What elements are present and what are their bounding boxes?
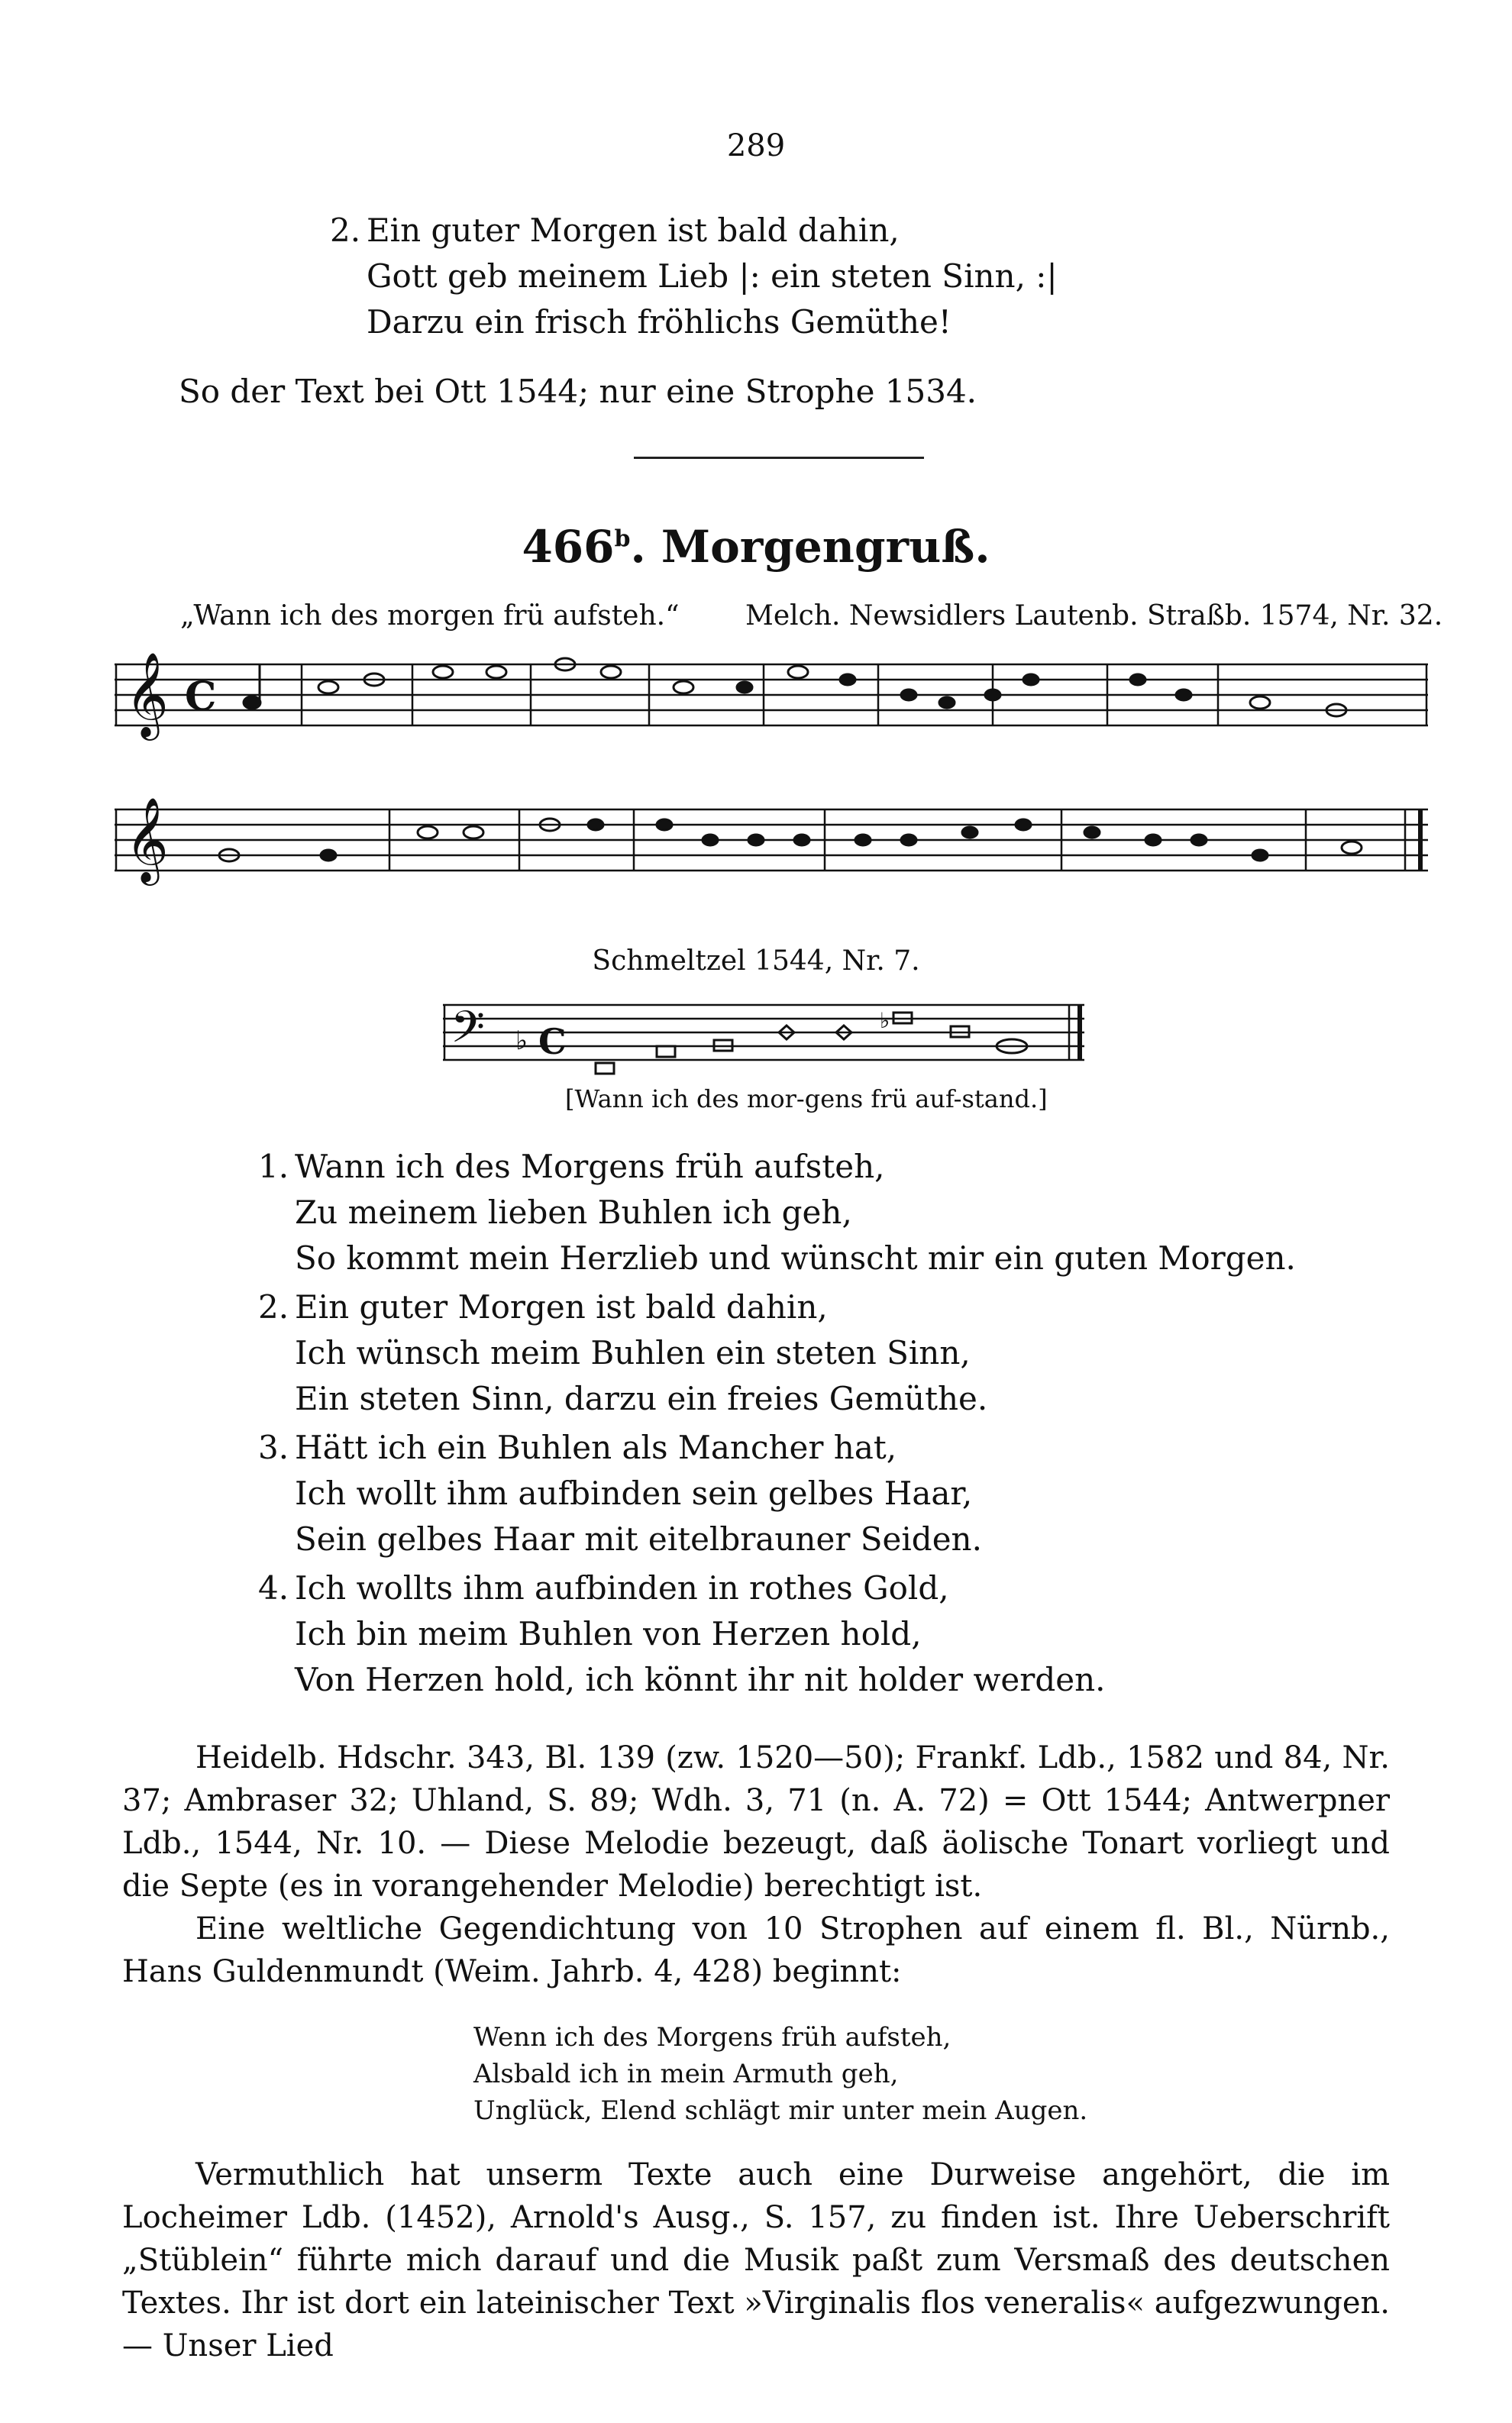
- commentary-block-2: [122, 2153, 1390, 2367]
- song-number: 466: [522, 521, 615, 573]
- stanza: [258, 1144, 1296, 1281]
- stanza-number: 4.: [258, 1569, 289, 1607]
- svg-text:𝄞: 𝄞: [125, 796, 169, 882]
- music-staff-2: [115, 787, 1428, 901]
- commentary-block-1: [122, 1736, 1390, 1993]
- quote-line: Wenn ich des Morgens früh aufsteh,: [473, 2022, 951, 2053]
- second-source: Schmeltzel 1544, Nr. 7.: [592, 945, 920, 977]
- stanza-number: 3.: [258, 1429, 289, 1466]
- section-divider: [634, 457, 924, 459]
- svg-text:♭: ♭: [880, 1008, 890, 1033]
- stanza-line: Ich wollts ihm aufbinden in rothes Gold,: [295, 1569, 949, 1607]
- stanza-line: So kommt mein Herzlieb und wünscht mir ein guten Morgen.: [295, 1239, 1296, 1277]
- commentary-paragraph: Vermuthlich hat unserm Texte auch eine Durweise angehört, die im Locheimer Ldb. (1452), Arnold's Ausg., S. 157, zu finden ist. Ihre Ueberschrift „Stüblein“ führte mich darauf und die Musik paßt zum Versmaß des deutschen Textes. Ihr ist dort ein lateinischer Text »Virginalis flos veneralis« aufgezwungen. — Unser Lied: [122, 2157, 1390, 2363]
- stanza-line: Ich bin meim Buhlen von Herzen hold,: [295, 1615, 922, 1652]
- prev-song-note: So der Text bei Ott 1544; nur eine Strophe 1534.: [179, 373, 977, 410]
- second-source-lyric: [Wann ich des mor-gens frü auf-stand.]: [565, 1084, 1048, 1113]
- verse-line: Gott geb meinem Lieb |: ein steten Sinn, :|: [367, 257, 1058, 295]
- melody-source: Melch. Newsidlers Lautenb. Straßb. 1574, Nr. 32.: [745, 600, 1443, 632]
- quote-line: Alsbald ich in mein Armuth geh,: [473, 2059, 899, 2089]
- stanza-line: Wann ich des Morgens früh aufsteh,: [295, 1148, 885, 1185]
- svg-text:♭: ♭: [515, 1026, 528, 1056]
- stanza: [258, 1284, 1296, 1422]
- music-staff-1: [115, 641, 1428, 756]
- verse-line: Ein guter Morgen ist bald dahin,: [367, 212, 900, 249]
- svg-text:C: C: [538, 1021, 567, 1062]
- stanza-line: Zu meinem lieben Buhlen ich geh,: [295, 1194, 852, 1231]
- stanza: [258, 1425, 1296, 1562]
- stanza-number: 2.: [258, 1288, 289, 1326]
- stanza-line: Von Herzen hold, ich könnt ihr nit holder werden.: [295, 1661, 1106, 1698]
- quoted-verse: [473, 2019, 1087, 2129]
- stanza-line: Hätt ich ein Buhlen als Mancher hat,: [295, 1429, 897, 1466]
- music-staff-3: [443, 990, 1084, 1081]
- song-title-text: Morgengruß.: [661, 521, 990, 573]
- svg-text:C: C: [185, 674, 217, 720]
- stanzas: [258, 1144, 1296, 1703]
- verse-number: 2.: [330, 212, 361, 249]
- song-number-suffix: b: [614, 525, 631, 553]
- stanza-number: 1.: [258, 1148, 289, 1185]
- song-title: 466$^b$. Morgengruß.: [522, 521, 990, 573]
- stanza: [258, 1565, 1296, 1703]
- commentary-paragraph: Eine weltliche Gegendichtung von 10 Strophen auf einem fl. Bl., Nürnb., Hans Guldenmundt (Weim. Jahrb. 4, 428) beginnt:: [122, 1911, 1390, 1989]
- commentary-paragraph: Heidelb. Hdschr. 343, Bl. 139 (zw. 1520—50); Frankf. Ldb., 1582 und 84, Nr. 37; Ambraser 32; Uhland, S. 89; Wdh. 3, 71 (n. A. 72) = Ott 1544; Antwerpner Ldb., 1544, Nr. 10. — Diese Melodie bezeugt, daß äolische Tonart vorliegt und die Septe (es in vorangehender Melodie) berechtigt ist.: [122, 1740, 1390, 1904]
- stanza-line: Sein gelbes Haar mit eitelbrauner Seiden.: [295, 1520, 982, 1558]
- svg-text:𝄞: 𝄞: [125, 651, 169, 737]
- stanza-line: Ich wollt ihm aufbinden sein gelbes Haar,: [295, 1475, 973, 1512]
- svg-text:𝄢: 𝄢: [451, 1001, 486, 1064]
- stanza-line: Ein steten Sinn, darzu ein freies Gemüthe.: [295, 1380, 988, 1417]
- song-incipit: „Wann ich des morgen frü aufsteh.“: [180, 600, 680, 632]
- verse-line: Darzu ein frisch fröhlichs Gemüthe!: [367, 303, 951, 341]
- page-number: 289: [726, 128, 786, 163]
- stanza-line: Ich wünsch meim Buhlen ein steten Sinn,: [295, 1334, 971, 1371]
- prev-song-verse: [330, 208, 1058, 345]
- stanza-line: Ein guter Morgen ist bald dahin,: [295, 1288, 828, 1326]
- quote-line: Unglück, Elend schlägt mir unter mein Augen.: [473, 2095, 1088, 2126]
